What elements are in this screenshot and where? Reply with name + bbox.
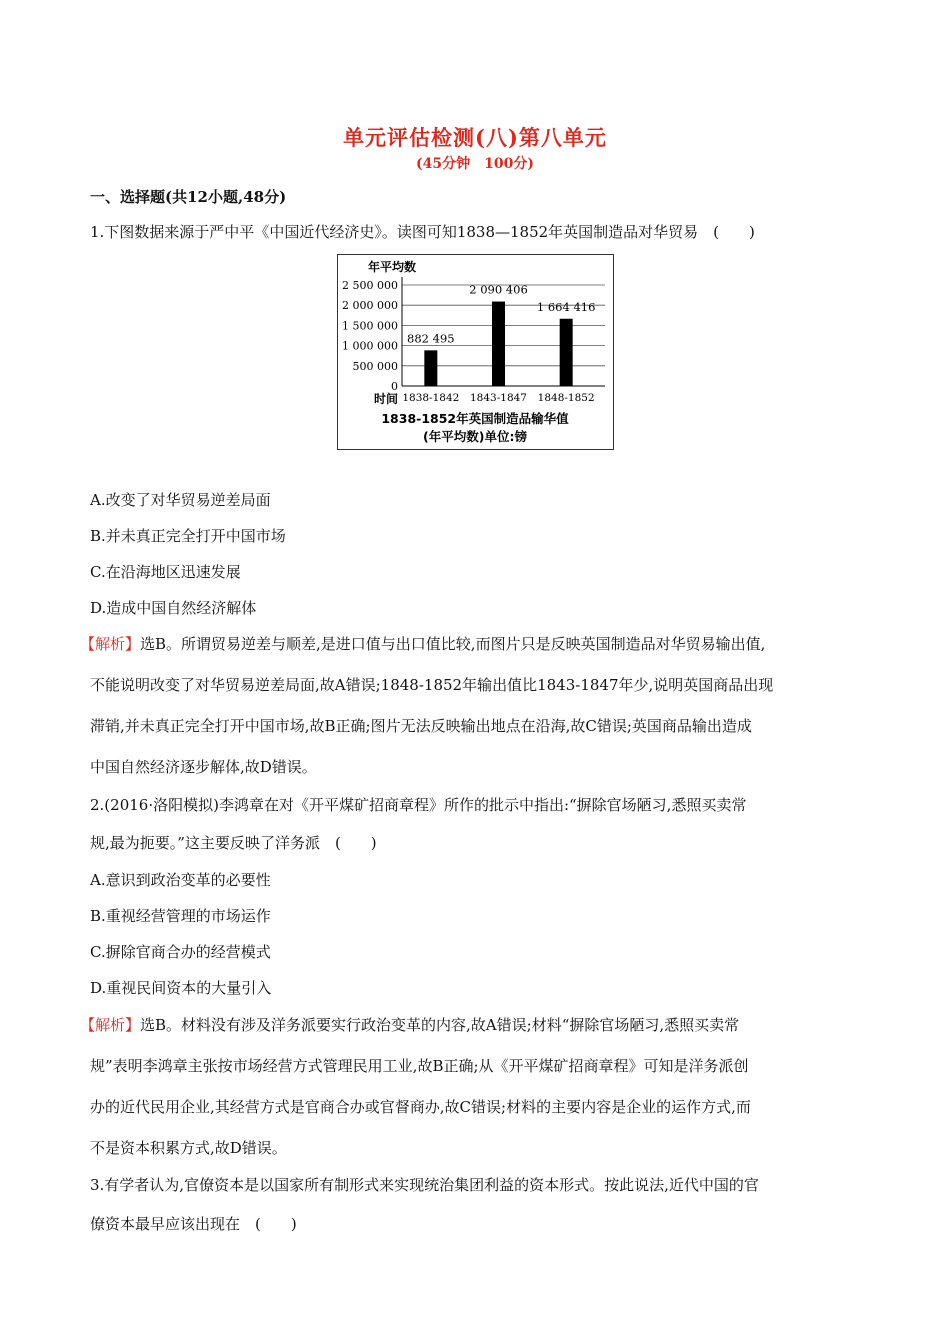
y-tick-label: 0 xyxy=(391,380,398,393)
chart-canvas xyxy=(338,255,613,449)
bar-chart xyxy=(337,254,614,450)
section-heading: 一、选择题(共12小题,48分) xyxy=(90,188,287,206)
q3-stem-line-2: 僚资本最早应该出现在 ( ) xyxy=(90,1215,297,1233)
q1-analysis-line-1 xyxy=(80,633,765,654)
y-tick-label: 1 500 000 xyxy=(342,319,398,333)
analysis-text: 选B。所谓贸易逆差与顺差,是进口值与出口值比较,而图片只是反映英国制造品对华贸易输出值, xyxy=(140,635,766,653)
x-axis-label: 时间 xyxy=(374,392,399,406)
y-tick-label: 2 000 000 xyxy=(342,299,398,313)
chart-title: 1838-1852年英国制造品输华值 xyxy=(381,411,569,426)
q1-stem: 1.下图数据来源于严中平《中国近代经济史》。读图可知1838—1852年英国制造品对华贸易 ( ) xyxy=(90,223,755,241)
bar-value-label: 2 090 406 xyxy=(469,282,528,297)
q2-option-d: D.重视民间资本的大量引入 xyxy=(90,979,272,997)
q1-option-a: A.改变了对华贸易逆差局面 xyxy=(90,491,271,509)
analysis-tag: 【解析】 xyxy=(80,635,141,653)
y-tick-label: 1 000 000 xyxy=(342,339,398,353)
q1-analysis-line-4: 中国自然经济逐步解体,故D错误。 xyxy=(90,758,317,776)
analysis-tag: 【解析】 xyxy=(80,1016,141,1034)
bar xyxy=(424,350,437,386)
q2-analysis-line-4: 不是资本积累方式,故D错误。 xyxy=(90,1139,287,1157)
y-tick-label: 2 500 000 xyxy=(342,279,398,292)
y-axis-label: 年平均数 xyxy=(368,260,417,274)
x-tick-label: 1838-1842 xyxy=(402,392,460,404)
bar xyxy=(492,302,505,386)
bar xyxy=(560,319,573,386)
q1-option-c: C.在沿海地区迅速发展 xyxy=(90,563,241,581)
bar-value-label: 882 495 xyxy=(407,331,455,346)
q2-analysis-line-2: 规”表明李鸿章主张按市场经营方式管理民用工业,故B正确;从《开平煤矿招商章程》可知是洋务派创 xyxy=(90,1057,749,1075)
page-subtitle: (45分钟 100分) xyxy=(416,156,534,172)
q2-option-c: C.摒除官商合办的经营模式 xyxy=(90,943,271,961)
q1-analysis-line-2: 不能说明改变了对华贸易逆差局面,故A错误;1848-1852年输出值比1843-1847年少,说明英国商品出现 xyxy=(90,676,774,694)
chart-subtitle: (年平均数)单位:镑 xyxy=(423,429,527,444)
q1-analysis-line-3: 滞销,并未真正完全打开中国市场,故B正确;图片无法反映输出地点在沿海,故C错误;英国商品输出造成 xyxy=(90,717,752,735)
bar-value-label: 1 664 416 xyxy=(536,299,596,314)
page-title: 单元评估检测(八)第八单元 xyxy=(343,125,607,150)
q1-option-d: D.造成中国自然经济解体 xyxy=(90,599,257,617)
analysis-text: 选B。材料没有涉及洋务派要实行政治变革的内容,故A错误;材料“摒除官场陋习,悉照买卖常 xyxy=(140,1016,740,1034)
q2-analysis-line-1 xyxy=(80,1014,739,1035)
q2-stem-line-1: 2.(2016·洛阳模拟)李鸿章在对《开平煤矿招商章程》所作的批示中指出:“摒除官场陋习,悉照买卖常 xyxy=(90,796,747,814)
q2-analysis-line-3: 办的近代民用企业,其经营方式是官商合办或官督商办,故C错误;材料的主要内容是企业的运作方式,而 xyxy=(90,1098,751,1116)
q3-stem-line-1: 3.有学者认为,官僚资本是以国家所有制形式来实现统治集团利益的资本形式。按此说法,近代中国的官 xyxy=(90,1176,759,1194)
q2-option-a: A.意识到政治变革的必要性 xyxy=(90,871,271,889)
q2-option-b: B.重视经营管理的市场运作 xyxy=(90,907,271,925)
x-tick-label: 1848-1852 xyxy=(537,392,595,404)
x-tick-label: 1843-1847 xyxy=(470,392,527,404)
q2-stem-line-2: 规,最为扼要。”这主要反映了洋务派 ( ) xyxy=(90,834,377,852)
y-tick-label: 500 000 xyxy=(352,359,398,373)
q1-option-b: B.并未真正完全打开中国市场 xyxy=(90,527,286,545)
